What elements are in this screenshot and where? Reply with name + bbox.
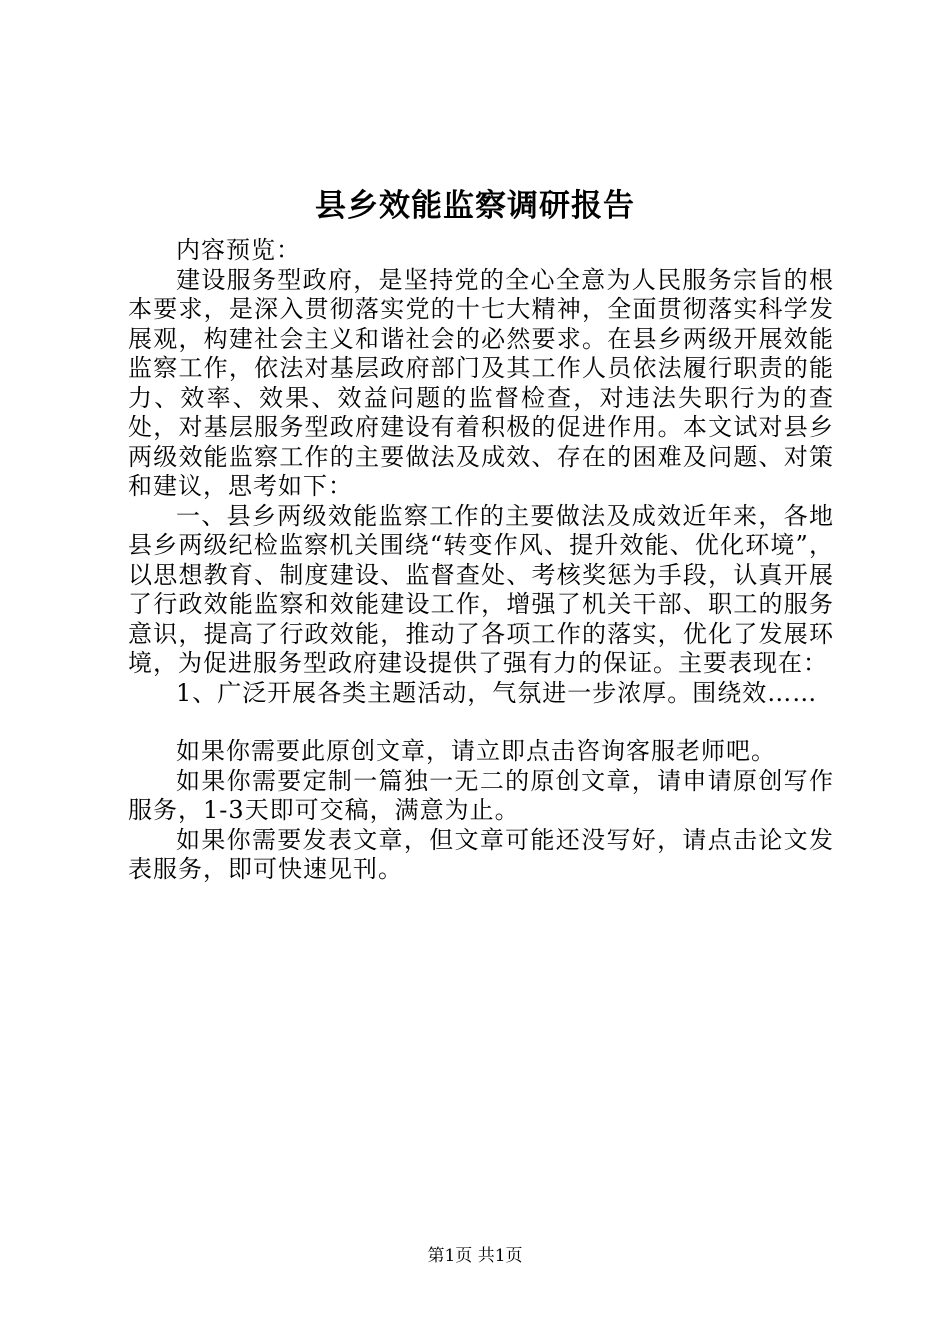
body-paragraph: 一、县乡两级效能监察工作的主要做法及成效近年来，各地县乡两级纪检监察机关围绕“转变作风、提升效能、优化环境”，以思想教育、制度建设、监督查处、考核奖惩为手段，认真开展了行政效能监察和效能建设工作，增强了机关干部、职工的服务意识，提高了行政效能，推动了各项工作的落实，优化了发展环境，为促进服务型政府建设提供了强有力的保证。主要表现在：: [128, 501, 834, 677]
document-body: [128, 236, 834, 885]
page-footer: 第1页 共1页: [427, 1246, 523, 1266]
body-paragraph: 建设服务型政府，是坚持党的全心全意为人民服务宗旨的根本要求，是深入贯彻落实党的十七大精神，全面贯彻落实科学发展观，构建社会主义和谐社会的必然要求。在县乡两级开展效能监察工作，依法对基层政府部门及其工作人员依法履行职责的能力、效率、效果、效益问题的监督检查，对违法失职行为的查处，对基层服务型政府建设有着积极的促进作用。本文试对县乡两级效能监察工作的主要做法及成效、存在的困难及问题、对策和建议，思考如下：: [128, 265, 834, 500]
preview-label: 内容预览：: [176, 236, 301, 264]
consult-notice-link[interactable]: 如果你需要此原创文章，请立即点击咨询客服老师吧。: [176, 737, 776, 765]
document-title: 县乡效能监察调研报告: [315, 188, 635, 224]
custom-writing-notice-link[interactable]: 如果你需要定制一篇独一无二的原创文章，请申请原创写作服务，1-3天即可交稿，满意为止。: [128, 766, 834, 824]
paragraph-gap: [128, 708, 834, 737]
body-paragraph: 1、广泛开展各类主题活动，气氛进一步浓厚。围绕效……: [176, 678, 818, 707]
publishing-notice-link[interactable]: 如果你需要发表文章，但文章可能还没写好，请点击论文发表服务，即可快速见刊。: [128, 825, 834, 883]
